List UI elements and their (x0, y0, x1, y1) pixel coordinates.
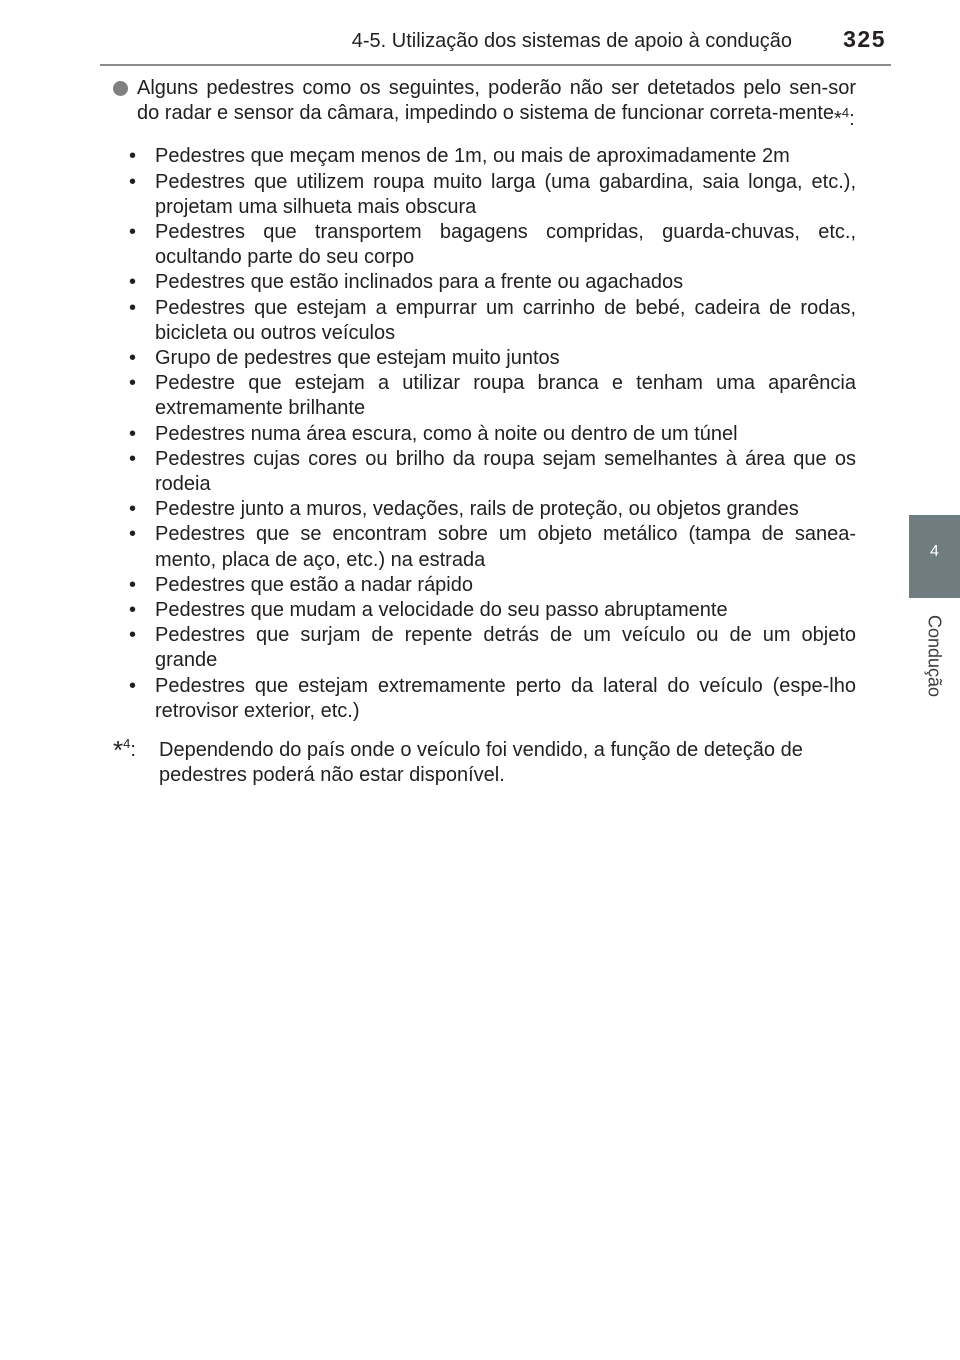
bullet-icon: • (129, 145, 137, 168)
list-item-text: Pedestres que se encontram sobre um objeto metálico (tampa de sanea-mento, placa de aço, etc.) na estrada (155, 523, 856, 571)
page-number: 325 (843, 26, 886, 52)
list-item-text: Pedestre junto a muros, vedações, rails de proteção, ou objetos grandes (155, 498, 799, 521)
list-item-text: Pedestres que meçam menos de 1m, ou mais de aproximadamente 2m (155, 145, 790, 168)
chapter-tab (909, 515, 960, 598)
footnote-colon: : (130, 739, 136, 762)
footnote-number: 4 (123, 736, 131, 752)
footnote-text: Dependendo do país onde o veículo foi vendido, a função de deteção de pedestres poderá não estar disponível. (159, 739, 803, 787)
list-item (129, 220, 856, 270)
list-item (129, 573, 856, 598)
list-item (129, 623, 856, 673)
bullet-icon: • (129, 599, 137, 622)
bullet-icon: • (129, 221, 137, 244)
list-item (129, 447, 856, 497)
lead-paragraph (113, 76, 856, 131)
list-item (129, 296, 856, 346)
footnote-ref-number: 4 (841, 105, 850, 121)
bullet-icon: • (129, 498, 137, 521)
list-item (129, 144, 856, 169)
list-item (129, 170, 856, 220)
bullet-icon: • (129, 573, 137, 596)
footnote (113, 735, 856, 788)
lead-text: Alguns pedestres como os seguintes, poderão não ser detetados pelo sen-sor do radar e sensor da câmara, impedindo o sistema de funcionar correta-mente (137, 77, 856, 125)
bullet-icon: • (129, 296, 137, 319)
list-item (129, 674, 856, 724)
list-item-text: Grupo de pedestres que estejam muito juntos (155, 347, 560, 370)
list-item-text: Pedestres que estejam extremamente perto da lateral do veículo (espe-lho retrovisor exterior, etc.) (155, 674, 856, 722)
list-item-text: Pedestre que estejam a utilizar roupa branca e tenham uma aparência extremamente brilhante (155, 372, 856, 420)
list-item-text: Pedestres que utilizem roupa muito larga (uma gabardina, saia longa, etc.), projetam uma silhueta mais obscura (155, 170, 856, 218)
bullet-icon: • (129, 447, 137, 470)
list-item-text: Pedestres que transportem bagagens compridas, guarda-chuvas, etc., ocultando parte do seu corpo (155, 221, 856, 269)
bullet-icon: • (129, 372, 137, 395)
list-item (129, 422, 856, 447)
bullet-icon: • (129, 523, 137, 546)
bullet-icon: • (129, 674, 137, 697)
list-item (129, 346, 856, 371)
bullet-icon: • (129, 347, 137, 370)
list-item-text: Pedestres numa área escura, como à noite ou dentro de um túnel (155, 422, 738, 445)
list-item-text: Pedestres que mudam a velocidade do seu passo abruptamente (155, 599, 728, 622)
list-item (129, 270, 856, 295)
footnote-ref-colon: : (849, 108, 855, 131)
bullet-icon: • (129, 422, 137, 445)
list-item (129, 371, 856, 421)
footnote-reference (834, 105, 855, 131)
list-item-text: Pedestres que surjam de repente detrás de um veículo ou de um objeto grande (155, 624, 856, 672)
chapter-number: 4 (930, 543, 939, 560)
list-item-text: Pedestres que estejam a empurrar um carrinho de bebé, cadeira de rodas, bicicleta ou outros veículos (155, 296, 856, 344)
list-item (129, 522, 856, 572)
header-divider (100, 64, 891, 66)
footnote-star: * (113, 735, 124, 766)
list-item (129, 598, 856, 623)
page-header (100, 26, 890, 66)
circle-bullet-icon (113, 81, 128, 96)
list-item-text: Pedestres que estão inclinados para a frente ou agachados (155, 271, 684, 294)
bullet-icon: • (129, 624, 137, 647)
bullet-icon: • (129, 271, 137, 294)
bullet-icon: • (129, 170, 137, 193)
footnote-ref-star: * (834, 108, 842, 131)
footnote-marker (113, 735, 136, 766)
conditions-list (129, 144, 856, 724)
list-item-text: Pedestres que estão a nadar rápido (155, 573, 473, 596)
list-item (129, 497, 856, 522)
list-item-text: Pedestres cujas cores ou brilho da roupa sejam semelhantes à área que os rodeia (155, 447, 856, 496)
page-content (113, 76, 856, 788)
section-title: 4-5. Utilização dos sistemas de apoio à condução (351, 30, 792, 52)
chapter-label: Condução (924, 614, 945, 698)
